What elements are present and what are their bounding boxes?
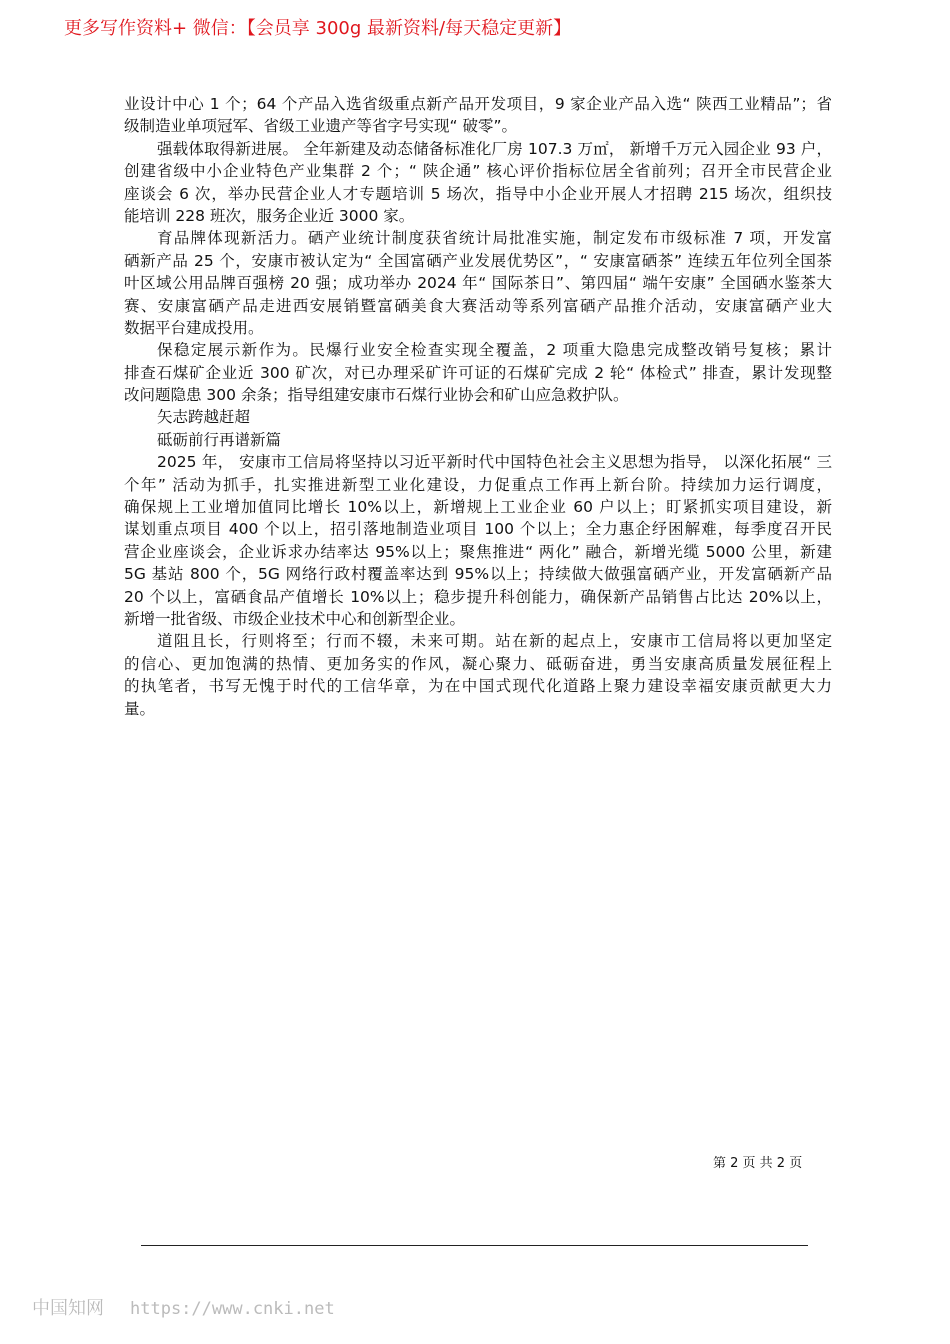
promo-banner: 更多写作资料+ 微信：【会员享 300g 最新资料/每天稳定更新】 bbox=[64, 18, 572, 39]
text-line: 改问题隐患 300 余条；指导组建安康市石煤行业协会和矿山应急救护队。 bbox=[124, 386, 629, 405]
text-line: 叶区域公用品牌百强榜 20 强；成功举办 2024 年“ 国际茶日”、第四届“ 端午安康” 全国硒水鉴茶大 bbox=[124, 274, 832, 293]
watermark bbox=[32, 1294, 335, 1320]
text-line: 级制造业单项冠军、省级工业遗产等省字号实现“ 破零”。 bbox=[124, 117, 517, 136]
document-body bbox=[124, 93, 832, 720]
text-line: 数据平台建成投用。 bbox=[124, 318, 264, 337]
text-line: 谋划重点项目 400 个以上，招引落地制造业项目 100 个以上；全力惠企纾困解难，每季度召开民 bbox=[124, 520, 832, 539]
watermark-name: 中国知网 bbox=[32, 1298, 104, 1319]
paragraph bbox=[124, 138, 832, 228]
page-number: 第 2 页 共 2 页 bbox=[713, 1156, 803, 1171]
paragraph bbox=[124, 406, 832, 428]
text-line: 的信心、更加饱满的热情、更加务实的作风，凝心聚力、砥砺奋进，勇当安康高质量发展征程上 bbox=[124, 654, 832, 673]
paragraph bbox=[124, 339, 832, 406]
text-line: 育品牌体现新活力。硒产业统计制度获省统计局批准实施，制定发布市级标准 7 项，开发富 bbox=[157, 229, 832, 248]
text-line: 创建省级中小企业特色产业集群 2 个；“ 陕企通” 核心评价指标位居全省前列；召开全市民营企业 bbox=[124, 162, 832, 181]
text-line: 个年” 活动为抓手，扎实推进新型工业化建设，力促重点工作再上新台阶。持续加力运行调度， bbox=[124, 475, 832, 494]
text-line: 5G 基站 800 个，5G 网络行政村覆盖率达到 95%以上；持续做大做强富硒产业，开发富硒新产品 bbox=[124, 565, 832, 584]
text-line: 营企业座谈会，企业诉求办结率达 95%以上；聚焦推进“ 两化” 融合，新增光缆 5000 公里，新建 bbox=[124, 542, 832, 561]
text-line: 业设计中心 1 个；64 个产品入选省级重点新产品开发项目，9 家企业产品入选“ 陕西工业精品”；省 bbox=[124, 95, 832, 113]
text-line: 2025 年， 安康市工信局将坚持以习近平新时代中国特色社会主义思想为指导， 以深化拓展“ 三 bbox=[157, 453, 832, 472]
text-line: 20 个以上，富硒食品产值增长 10%以上；稳步提升科创能力，确保新产品销售占比达 20%以上， bbox=[124, 587, 832, 606]
paragraph bbox=[124, 451, 832, 630]
text-line: 座谈会 6 次，举办民营企业人才专题培训 5 场次，指导中小企业开展人才招聘 215 场次，组织技 bbox=[124, 184, 832, 203]
text-line: 新增一批省级、市级企业技术中心和创新型企业。 bbox=[124, 609, 466, 628]
text-line: 强载体取得新进展。 全年新建及动态储备标准化厂房 107.3 万㎡， 新增千万元入园企业 93 户， bbox=[157, 139, 832, 158]
text-line: 量。 bbox=[124, 699, 156, 718]
text-line: 砥砺前行再谱新篇 bbox=[157, 430, 282, 449]
text-line: 矢志跨越赶超 bbox=[157, 408, 251, 427]
text-line: 排查石煤矿企业近 300 矿次，对已办理采矿许可证的石煤矿完成 2 轮“ 体检式” 排查，累计发现整 bbox=[124, 363, 832, 382]
text-line: 赛、安康富硒产品走进西安展销暨富硒美食大赛活动等系列富硒产品推介活动，安康富硒产业大 bbox=[124, 296, 832, 315]
text-line: 确保规上工业增加值同比增长 10%以上，新增规上工业企业 60 户以上；盯紧抓实项目建设，新 bbox=[124, 498, 832, 517]
paragraph bbox=[124, 429, 832, 451]
footer-divider bbox=[141, 1245, 808, 1246]
text-line: 保稳定展示新作为。民爆行业安全检查实现全覆盖，2 项重大隐患完成整改销号复核；累计 bbox=[157, 341, 832, 360]
paragraph bbox=[124, 93, 832, 138]
text-line: 道阻且长，行则将至；行而不辍，未来可期。站在新的起点上，安康市工信局将以更加坚定 bbox=[157, 632, 832, 651]
paragraph bbox=[124, 630, 832, 720]
paragraph bbox=[124, 227, 832, 339]
watermark-url: https://www.cnki.net bbox=[130, 1299, 335, 1319]
text-line: 的执笔者，书写无愧于时代的工信华章，为在中国式现代化道路上聚力建设幸福安康贡献更大力 bbox=[124, 677, 832, 696]
text-line: 硒新产品 25 个，安康市被认定为“ 全国富硒产业发展优势区”，“ 安康富硒茶” 连续五年位列全国茶 bbox=[124, 251, 832, 270]
text-line: 能培训 228 班次，服务企业近 3000 家。 bbox=[124, 206, 415, 225]
